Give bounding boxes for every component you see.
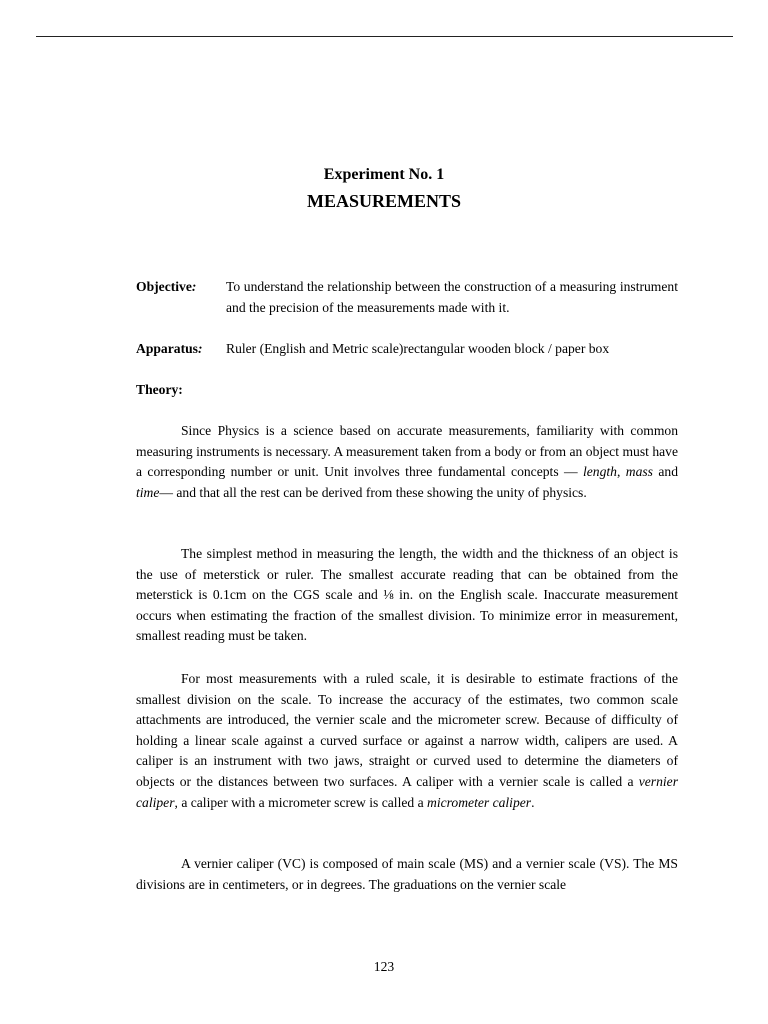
- top-rule: [36, 36, 733, 37]
- objective-label: Objective:: [136, 279, 197, 294]
- experiment-title: MEASUREMENTS: [306, 191, 462, 211]
- experiment-number: Experiment No. 1: [323, 166, 445, 183]
- page-number: 123: [373, 959, 395, 974]
- paragraph-3: For most measurements with a ruled scale, it is desirable to estimate fractions of the smallest division on the scale. To increase the accuracy of the estimates, two common scale attachments are introduced, the vernier scale and the micrometer screw. Because of difficulty of holding a linear scale against a curved surface or against a narrow width, calipers are used. A caliper is an instrument with two jaws, straight or curved used to determine the diameters of objects or the distances between two surfaces. A caliper with a vernier scale is called a vernier caliper, a caliper with a micrometer screw is called a micrometer caliper.: [136, 671, 678, 810]
- theory-label: Theory:: [136, 382, 183, 397]
- apparatus-text: Ruler (English and Metric scale)rectangular wooden block / paper box: [226, 341, 610, 356]
- objective-text: To understand the relationship between the construction of a measuring instrument and the precision of the measurements made with it.: [226, 279, 678, 315]
- paragraph-2: The simplest method in measuring the length, the width and the thickness of an object is the use of meterstick or ruler. The smallest accurate reading that can be obtained from the meterstick is 0.1cm on the CGS scale and ⅛ in. on the English scale. Inaccurate measurement occurs when estimating the fraction of the smallest division. To minimize error in measurement, smallest reading must be taken.: [136, 546, 678, 644]
- apparatus-label: Apparatus:: [136, 341, 203, 356]
- paragraph-4: A vernier caliper (VC) is composed of main scale (MS) and a vernier scale (VS). The MS divisions are in centimeters, or in degrees. The graduations on the vernier scale: [136, 856, 678, 892]
- paragraph-1: Since Physics is a science based on accurate measurements, familiarity with common measuring instruments is necessary. A measurement taken from a body or from an object must have a corresponding number or unit. Unit involves three fundamental concepts — length, mass and time— and that all the rest can be derived from these showing the unity of physics.: [136, 423, 679, 500]
